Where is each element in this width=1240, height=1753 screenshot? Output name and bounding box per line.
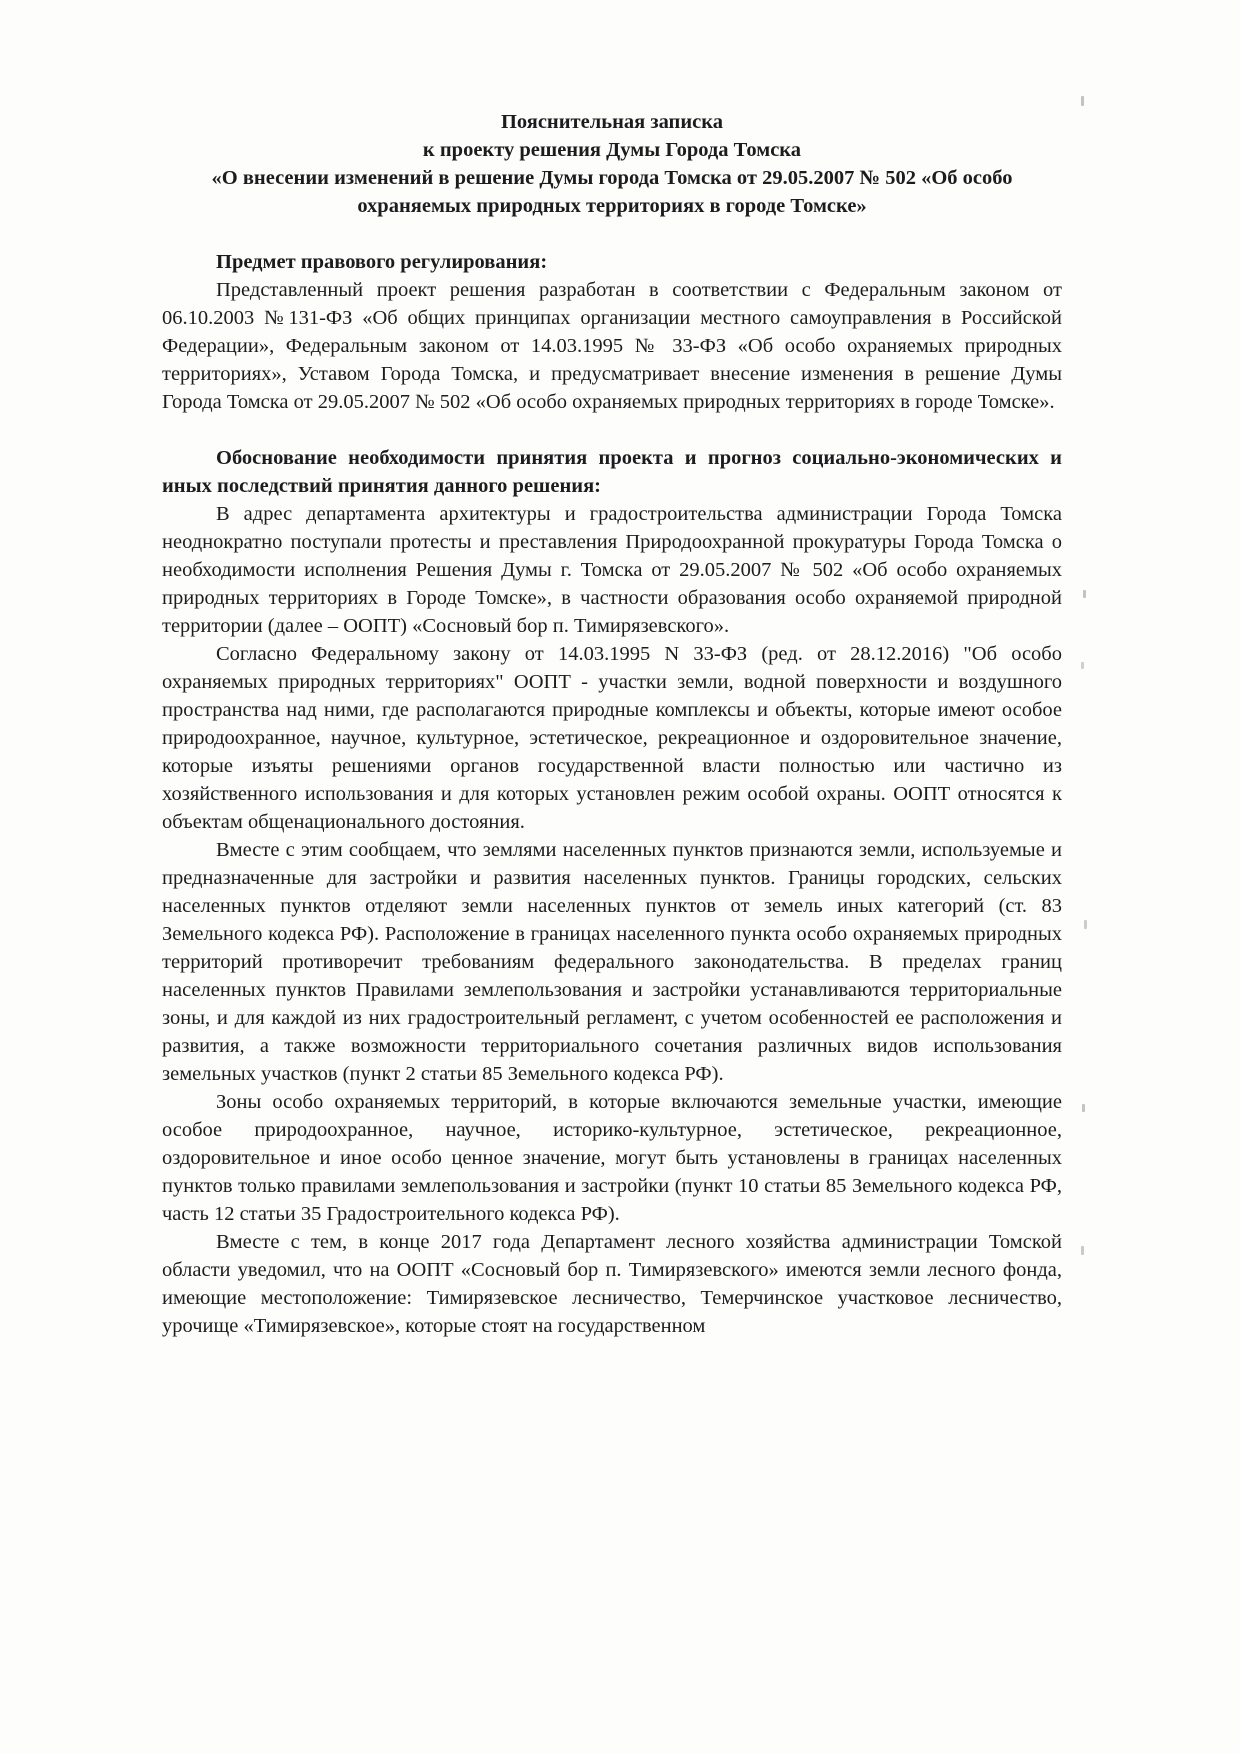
title-line-3: «О внесении изменений в решение Думы города Томска от 29.05.2007 № 502 «Об особо охраняемых природных территориях в городе Томске» xyxy=(211,167,1013,217)
paragraph-forest-fund-notice: Вместе с тем, в конце 2017 года Департамент лесного хозяйства администрации Томской области уведомил, что на ООПТ «Сосновый бор п. Тимирязевского» имеются земли лесного фонда, имеющие местоположение: Тимирязевское лесничество, Темерчинское участковое лесничество, урочище «Тимирязевское», которые стоят на государственном xyxy=(162,1231,1062,1337)
title-line-2: к проекту решения Думы Города Томска xyxy=(422,139,802,161)
document-body xyxy=(162,108,1062,1340)
section-heading-justification: Обоснование необходимости принятия проекта и прогноз социально-экономических и иных последствий принятия данного решения: xyxy=(162,447,1062,497)
paragraph-oopt-definition: Согласно Федеральному закону от 14.03.1995 N 33-ФЗ (ред. от 28.12.2016) "Об особо охраняемых природных территориях" ООПТ - участки земли, водной поверхности и воздушного пространства над ними, где располагаются природные комплексы и объекты, которые имеют особое природоохранное, научное, культурное, эстетическое, рекреационное и оздоровительное значение, которые изъяты решениями органов государственной власти полностью или частично из хозяйственного использования и для которых установлен режим особой охраны. ООПТ относятся к объектам общенационального достояния. xyxy=(162,643,1062,833)
paragraph-protected-zones: Зоны особо охраняемых территорий, в которые включаются земельные участки, имеющие особое природоохранное, научное, историко-культурное, эстетическое, рекреационное, оздоровительное и иное особо ценное значение, могут быть установлены в границах населенных пунктов только правилами землепользования и застройки (пункт 10 статьи 85 Земельного кодекса РФ, часть 12 статьи 35 Градостроительного кодекса РФ). xyxy=(162,1091,1062,1225)
title-line-1: Пояснительная записка xyxy=(500,111,724,133)
paragraph-legal-basis: Представленный проект решения разработан в соответствии с Федеральным законом от 06.10.2003 №131-ФЗ «Об общих принципах организации местного самоуправления в Российской Федерации», Федеральным законом от 14.03.1995 № 33-ФЗ «Об особо охраняемых природных территориях», Уставом Города Томска, и предусматривает внесение изменения в решение Думы Города Томска от 29.05.2007 № 502 «Об особо охраняемых природных территориях в городе Томске». xyxy=(162,279,1062,413)
section-heading-subject: Предмет правового регулирования: xyxy=(216,251,548,273)
scan-artifact xyxy=(1084,920,1087,929)
scan-artifact xyxy=(1083,590,1086,598)
paragraph-settlement-lands: Вместе с этим сообщаем, что землями населенных пунктов признаются земли, используемые и предназначенные для застройки и развития населенных пунктов. Границы городских, сельских населенных пунктов отделяют земли населенных пунктов от земель иных категорий (ст. 83 Земельного кодекса РФ). Расположение в границах населенного пункта особо охраняемых природных территорий противоречит требованиям федерального законодательства. В пределах границ населенных пунктов Правилами землепользования и застройки устанавливаются территориальные зоны, и для каждой из них градостроительный регламент, с учетом особенностей ее расположения и развития, а также возможности территориального сочетания различных видов использования земельных участков (пункт 2 статьи 85 Земельного кодекса РФ). xyxy=(162,839,1062,1085)
document-title-block xyxy=(162,108,1062,220)
scan-artifact xyxy=(1081,96,1084,106)
scan-artifact xyxy=(1081,662,1084,669)
paragraph-prosecutor-protests: В адрес департамента архитектуры и градостроительства администрации Города Томска неоднократно поступали протесты и преставления Природоохранной прокуратуры Города Томска о необходимости исполнения Решения Думы г. Томска от 29.05.2007 № 502 «Об особо охраняемых природных территориях в Городе Томске», в частности образования особо охраняемой природной территории (далее – ООПТ) «Сосновый бор п. Тимирязевского». xyxy=(162,503,1062,637)
scan-artifact xyxy=(1082,1104,1085,1112)
scan-artifact xyxy=(1081,1246,1084,1255)
